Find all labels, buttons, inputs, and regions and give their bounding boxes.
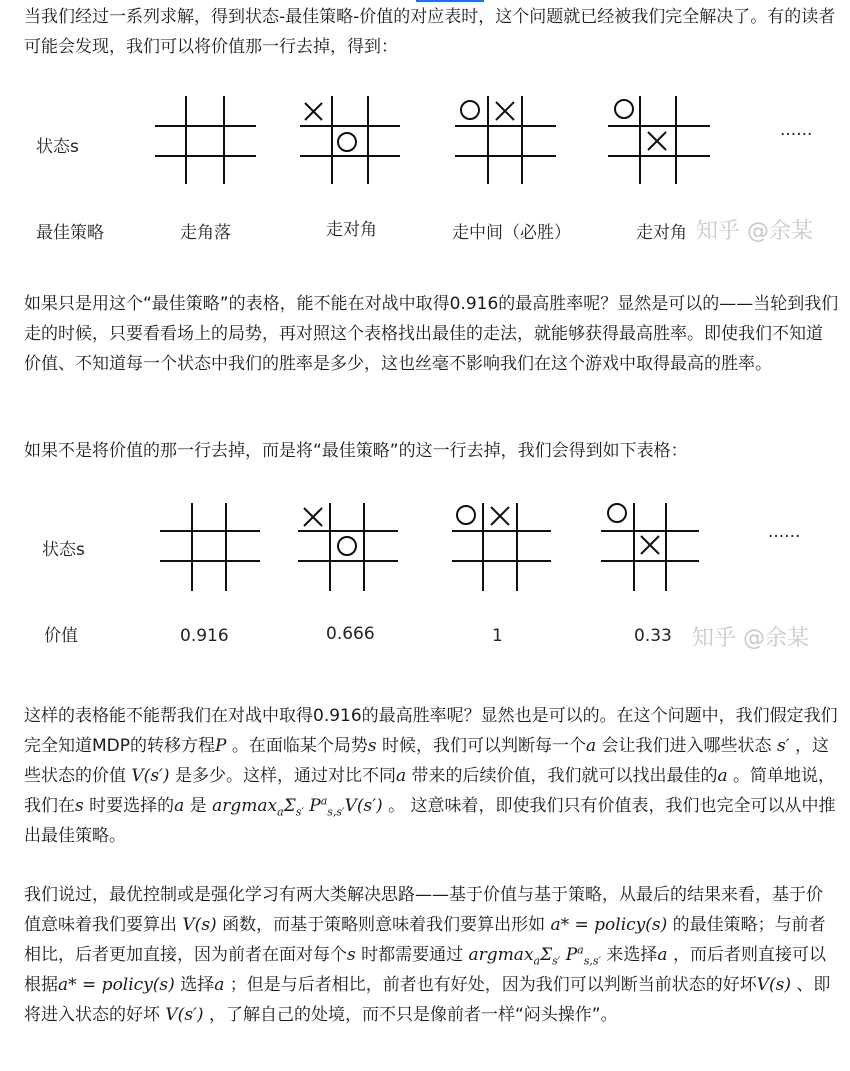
figure-state-policy-table bbox=[0, 84, 850, 259]
paragraph-value-derivation: 这样的表格能不能帮我们在对战中取得0.916的最高胜率呢？显然也是可以的。在这个问题中，我们假定我们完全知道MDP的转移方程P 。在面临某个局势s 时候，我们可以判断每一个a 会让我们进入哪些状态 s′ ，这些状态的价值 V(s′) 是多少。这样，通过对比不同a 带来的后续价值，我们就可以找出最佳的a 。简单地说，我们在s 时要选择的a 是 $argmax_a\Sigma_{s'}$ $P^a_{s,s'}V(s')$ 。 这意味着，即使我们只有价值表，我们也完全可以从中推出最佳策略。 bbox=[24, 706, 838, 846]
paragraph-value-table-intro: 如果不是将价值的那一行去掉，而是将“最佳策略”的这一行去掉，我们会得到如下表格： bbox=[24, 441, 688, 461]
cell-policy-2: 走对角 bbox=[326, 220, 377, 240]
paragraph-policy-table: 如果只是用这个“最佳策略”的表格，能不能在对战中取得0.916的最高胜率呢？显然是可以的——当轮到我们走的时候，只要看看场上的局势，再对照这个表格找出最佳的走法，就能够获得最高胜率。即使我们不知道价值、不知道每一个状态中我们的胜率是多少，这也丝毫不影响我们在这个游戏中取得最高的胜率。 bbox=[24, 294, 839, 374]
board-x-corner-o-center bbox=[300, 96, 400, 184]
paragraph-value-vs-policy: 我们说过，最优控制或是强化学习有两大类解决思路——基于价值与基于策略，从最后的结果来看，基于价值意味着我们要算出 V(s) 函数，而基于策略则意味着我们要算出形如 a* = policy(s) 的最佳策略；与前者相比，后者更加直接，因为前者在面对每个s 时都需要通过 $argmax_a\Sigma_{s'}$ $P^a_{s,s'}$ 来选择a ，而后者则直接可以根据a* = policy(s) 选择a ；但是与后者相比，前者也有好处，因为我们可以判断当前状态的好坏V(s) 、即将进入状态的好坏 V(s′) ，了解自己的处境，而不只是像前者一样“闷头操作”。 bbox=[24, 885, 831, 1025]
board-empty bbox=[160, 503, 260, 591]
cell-policy-3: 走中间（必胜） bbox=[452, 223, 571, 243]
row-label-policy: 最佳策略 bbox=[36, 223, 104, 243]
cell-value-1: 0.916 bbox=[180, 626, 229, 646]
paragraph-intro: 当我们经过一系列求解，得到状态-最佳策略-价值的对应表时，这个问题就已经被我们完全解决了。有的读者可能会发现，我们可以将价值那一行去掉，得到： bbox=[24, 7, 836, 57]
watermark: 知乎 @余某 bbox=[692, 626, 809, 651]
figure-state-value-table bbox=[0, 495, 850, 670]
board-x-corner-o-center bbox=[298, 503, 398, 591]
watermark: 知乎 @余某 bbox=[696, 219, 813, 244]
argmax-formula: $argmax_a\Sigma_{s'}$ $P^a_{s,s'}$ bbox=[468, 943, 602, 968]
argmax-formula: $argmax_a\Sigma_{s'}$ $P^a_{s,s'}V(s')$ bbox=[212, 794, 383, 819]
cell-policy-4: 走对角 bbox=[636, 223, 687, 243]
board-empty bbox=[155, 96, 256, 184]
board-o-corner-x-center bbox=[608, 96, 710, 184]
cell-value-3: 1 bbox=[492, 626, 503, 646]
row-label-value: 价值 bbox=[44, 626, 78, 646]
cell-value-2: 0.666 bbox=[326, 624, 375, 644]
figure-state-value-svg bbox=[0, 495, 850, 670]
row-label-state: 状态s bbox=[36, 137, 79, 157]
board-o-corner-x-center bbox=[601, 503, 699, 591]
cell-value-4: 0.33 bbox=[634, 626, 672, 646]
cell-policy-1: 走角落 bbox=[180, 223, 231, 243]
board-o-x-top bbox=[455, 96, 556, 184]
ellipsis: ······ bbox=[768, 527, 801, 547]
row-label-state: 状态s bbox=[42, 540, 85, 560]
figure-state-policy-svg bbox=[0, 84, 850, 259]
board-o-x-top bbox=[452, 503, 551, 591]
ellipsis: ······ bbox=[780, 125, 813, 145]
